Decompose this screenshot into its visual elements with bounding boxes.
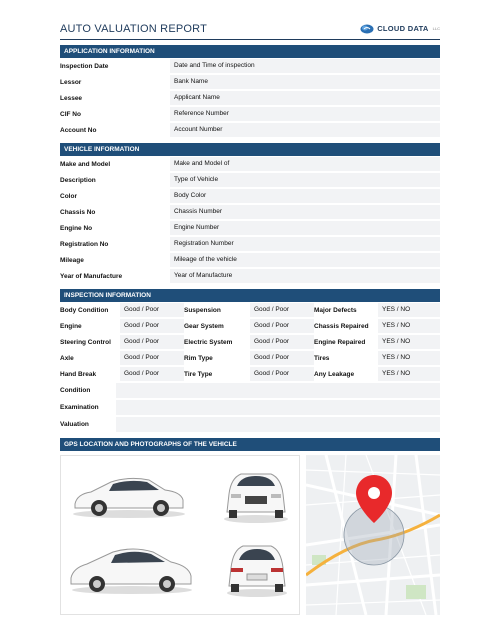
vehicle-row	[60, 204, 440, 220]
vehicle-row	[60, 236, 440, 252]
field-label: Year of Manufacture	[60, 272, 123, 280]
assessment-section	[60, 382, 440, 433]
car-angle-photo	[67, 538, 197, 596]
inspection-label: Tire Type	[184, 370, 213, 378]
inspection-label: Steering Control	[60, 338, 111, 346]
vehicle-row	[60, 172, 440, 188]
vehicle-heading: VEHICLE INFORMATION	[60, 143, 440, 156]
field-value[interactable]: Year of Manufacture	[170, 269, 440, 283]
inspection-value[interactable]: YES / NO	[378, 319, 440, 333]
gps-heading: GPS LOCATION AND PHOTOGRAPHS OF THE VEHICLE	[60, 438, 440, 451]
car-front-photo	[221, 464, 291, 524]
inspection-label: Hand Break	[60, 370, 97, 378]
field-label: Engine No	[60, 224, 93, 232]
field-value[interactable]: Date and Time of inspection	[170, 59, 440, 73]
field-value[interactable]: Registration Number	[170, 237, 440, 251]
assessment-row	[60, 399, 440, 416]
car-rear-photo	[223, 536, 291, 598]
field-value[interactable]: Make and Model of	[170, 157, 440, 171]
field-label: Inspection Date	[60, 62, 109, 70]
photos-area	[60, 455, 440, 615]
application-row	[60, 74, 440, 90]
report-header	[60, 18, 440, 40]
inspection-value[interactable]: Good / Poor	[120, 351, 184, 365]
inspection-label: Suspension	[184, 306, 221, 314]
gps-map[interactable]	[306, 455, 440, 615]
field-value[interactable]: Body Color	[170, 189, 440, 203]
vehicle-section	[60, 156, 440, 284]
inspection-label: Engine Repaired	[314, 338, 366, 346]
inspection-value[interactable]: YES / NO	[378, 303, 440, 317]
logo-text: CLOUD DATA	[377, 24, 429, 33]
assessment-row	[60, 416, 440, 433]
vehicle-photos	[60, 455, 300, 615]
inspection-section	[60, 302, 440, 382]
inspection-heading: INSPECTION INFORMATION	[60, 289, 440, 302]
cloud-icon	[360, 23, 374, 34]
map-image	[306, 455, 440, 615]
inspection-label: Any Leakage	[314, 370, 355, 378]
field-value[interactable]: Applicant Name	[170, 91, 440, 105]
inspection-value[interactable]: Good / Poor	[250, 351, 314, 365]
inspection-value[interactable]: Good / Poor	[250, 335, 314, 349]
assessment-label: Condition	[60, 387, 91, 394]
inspection-label: Body Condition	[60, 306, 109, 314]
vehicle-row	[60, 268, 440, 284]
assessment-field[interactable]	[116, 400, 440, 415]
logo-sub: LLC	[432, 26, 440, 31]
vehicle-row	[60, 156, 440, 172]
application-row	[60, 58, 440, 74]
company-logo	[360, 23, 440, 34]
inspection-value[interactable]: YES / NO	[378, 335, 440, 349]
assessment-label: Valuation	[60, 421, 89, 428]
inspection-value[interactable]: Good / Poor	[120, 367, 184, 381]
inspection-value[interactable]: Good / Poor	[250, 319, 314, 333]
inspection-value[interactable]: Good / Poor	[120, 335, 184, 349]
application-heading: APPLICATION INFORMATION	[60, 45, 440, 58]
field-label: Description	[60, 176, 96, 184]
inspection-label: Rim Type	[184, 354, 213, 362]
inspection-label: Electric System	[184, 338, 233, 346]
assessment-field[interactable]	[116, 383, 440, 398]
inspection-label: Axle	[60, 354, 74, 362]
application-row	[60, 122, 440, 138]
field-label: CIF No	[60, 110, 81, 118]
field-value[interactable]: Chassis Number	[170, 205, 440, 219]
field-label: Mileage	[60, 256, 84, 264]
inspection-row	[60, 302, 440, 318]
inspection-label: Gear System	[184, 322, 224, 330]
inspection-row	[60, 334, 440, 350]
field-label: Chassis No	[60, 208, 96, 216]
application-row	[60, 106, 440, 122]
inspection-value[interactable]: YES / NO	[378, 367, 440, 381]
field-label: Lessee	[60, 94, 83, 102]
inspection-value[interactable]: Good / Poor	[120, 303, 184, 317]
field-value[interactable]: Engine Number	[170, 221, 440, 235]
field-value[interactable]: Reference Number	[170, 107, 440, 121]
application-section	[60, 58, 440, 138]
field-label: Registration No	[60, 240, 109, 248]
application-row	[60, 90, 440, 106]
assessment-label: Examination	[60, 404, 99, 411]
car-side-photo	[69, 468, 189, 520]
inspection-value[interactable]: YES / NO	[378, 351, 440, 365]
assessment-field[interactable]	[116, 417, 440, 432]
field-label: Make and Model	[60, 160, 111, 168]
inspection-label: Major Defects	[314, 306, 357, 314]
field-value[interactable]: Account Number	[170, 123, 440, 137]
report-title: AUTO VALUATION REPORT	[60, 22, 208, 35]
field-value[interactable]: Bank Name	[170, 75, 440, 89]
inspection-value[interactable]: Good / Poor	[250, 367, 314, 381]
assessment-row	[60, 382, 440, 399]
inspection-label: Chassis Repaired	[314, 322, 369, 330]
vehicle-row	[60, 188, 440, 204]
vehicle-row	[60, 220, 440, 236]
inspection-row	[60, 366, 440, 382]
vehicle-row	[60, 252, 440, 268]
inspection-label: Tires	[314, 354, 330, 362]
field-label: Account No	[60, 126, 97, 134]
field-label: Color	[60, 192, 77, 200]
inspection-value[interactable]: Good / Poor	[120, 319, 184, 333]
inspection-row	[60, 350, 440, 366]
inspection-label: Engine	[60, 322, 82, 330]
field-label: Lessor	[60, 78, 82, 86]
report-page	[60, 18, 440, 615]
inspection-value[interactable]: Good / Poor	[250, 303, 314, 317]
field-value[interactable]: Type of Vehicle	[170, 173, 440, 187]
field-value[interactable]: Mileage of the vehicle	[170, 253, 440, 267]
inspection-row	[60, 318, 440, 334]
